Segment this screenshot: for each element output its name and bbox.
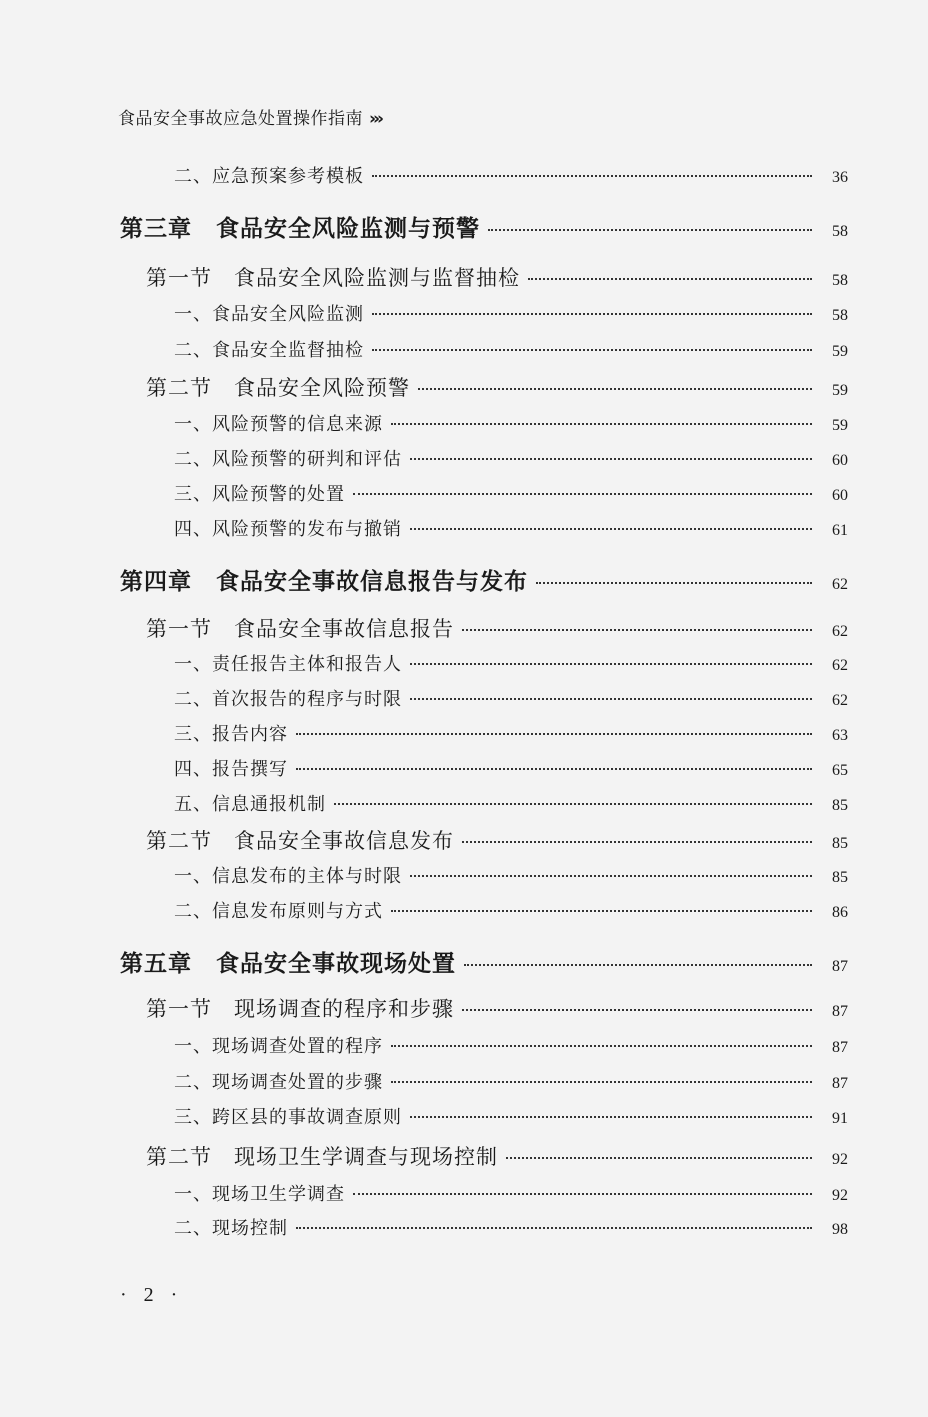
page-number: · 2 · xyxy=(120,1284,184,1306)
dot-leader xyxy=(353,1193,812,1195)
toc-entry-page: 92 xyxy=(832,1151,848,1168)
dot-leader xyxy=(353,493,812,495)
toc-entry-item xyxy=(174,1180,848,1206)
toc-entry-item xyxy=(174,790,848,816)
dot-leader xyxy=(410,1116,812,1118)
dot-leader xyxy=(391,423,812,425)
toc-entry-label: 一、信息发布的主体与时限 xyxy=(174,866,402,887)
toc-entry-label: 二、信息发布原则与方式 xyxy=(174,901,383,922)
toc-entry-page: 60 xyxy=(832,452,848,469)
toc-entry-page: 87 xyxy=(832,1003,848,1020)
toc-entry-page: 85 xyxy=(832,797,848,814)
dot-leader xyxy=(410,698,812,700)
toc-entry-page: 87 xyxy=(832,1075,848,1092)
toc-entry-page: 87 xyxy=(832,1039,848,1056)
toc-entry-label: 第一节 食品安全事故信息报告 xyxy=(146,617,454,641)
dot-leader xyxy=(410,458,812,460)
toc-entry-page: 65 xyxy=(832,762,848,779)
toc-entry-section xyxy=(146,262,848,292)
toc-entry-label: 一、现场调查处置的程序 xyxy=(174,1036,383,1057)
toc-entry-item xyxy=(174,897,848,923)
dot-leader xyxy=(464,964,812,966)
toc-entry-section xyxy=(146,372,848,402)
toc-entry-item xyxy=(174,685,848,711)
toc-entry-item xyxy=(174,300,848,326)
dot-leader xyxy=(410,663,812,665)
toc-entry-item xyxy=(174,480,848,506)
toc-entry-section xyxy=(146,613,848,643)
toc-entry-chapter xyxy=(120,563,848,596)
dot-leader xyxy=(391,910,812,912)
toc-entry-page: 85 xyxy=(832,869,848,886)
toc-entry-label: 第二节 现场卫生学调查与现场控制 xyxy=(146,1145,498,1169)
toc-entry-page: 91 xyxy=(832,1110,848,1127)
toc-entry-page: 62 xyxy=(832,692,848,709)
dot-leader xyxy=(296,768,812,770)
toc-entry-label: 三、跨区县的事故调查原则 xyxy=(174,1107,402,1128)
toc-entry-item xyxy=(174,862,848,888)
dot-leader xyxy=(410,528,812,530)
dot-leader xyxy=(462,629,812,631)
toc-entry-item xyxy=(174,720,848,746)
toc-entry-label: 第五章 食品安全事故现场处置 xyxy=(120,951,456,977)
toc-entry-item xyxy=(174,515,848,541)
toc-entry-label: 三、风险预警的处置 xyxy=(174,484,345,505)
toc-entry-item xyxy=(174,755,848,781)
dot-leader xyxy=(296,733,812,735)
toc-entry-label: 二、风险预警的研判和评估 xyxy=(174,449,402,470)
toc-entry-page: 59 xyxy=(832,417,848,434)
toc-entry-chapter xyxy=(120,210,848,243)
dot-leader xyxy=(462,1009,812,1011)
dot-leader xyxy=(372,175,812,177)
dot-leader xyxy=(372,349,812,351)
toc-entry-label: 二、应急预案参考模板 xyxy=(174,166,364,187)
toc-entry-section xyxy=(146,993,848,1023)
toc-entry-label: 一、现场卫生学调查 xyxy=(174,1184,345,1205)
toc-entry-label: 一、食品安全风险监测 xyxy=(174,304,364,325)
toc-entry-label: 二、现场调查处置的步骤 xyxy=(174,1072,383,1093)
toc-entry-page: 60 xyxy=(832,487,848,504)
toc-entry-label: 五、信息通报机制 xyxy=(174,794,326,815)
toc-entry-page: 58 xyxy=(832,223,848,240)
toc-entry-page: 59 xyxy=(832,343,848,360)
dot-leader xyxy=(410,875,812,877)
dot-leader xyxy=(536,582,812,584)
toc-entry-page: 61 xyxy=(832,522,848,539)
toc-entry-label: 一、责任报告主体和报告人 xyxy=(174,654,402,675)
toc-entry-item xyxy=(174,445,848,471)
dot-leader xyxy=(296,1227,812,1229)
toc-entry-item xyxy=(174,650,848,676)
toc-entry-item xyxy=(174,1068,848,1094)
toc-entry-page: 86 xyxy=(832,904,848,921)
toc-entry-page: 58 xyxy=(832,307,848,324)
toc-entry-label: 第四章 食品安全事故信息报告与发布 xyxy=(120,569,528,595)
toc-entry-item xyxy=(174,1214,848,1240)
toc-entry-page: 85 xyxy=(832,835,848,852)
dot-leader xyxy=(506,1157,812,1159)
toc-entry-label: 一、风险预警的信息来源 xyxy=(174,414,383,435)
toc-entry-section xyxy=(146,1141,848,1171)
toc-entry-page: 36 xyxy=(832,169,848,186)
toc-entry-item xyxy=(174,1032,848,1058)
toc-entry-page: 59 xyxy=(832,382,848,399)
toc-entry-item xyxy=(174,336,848,362)
toc-entry-page: 98 xyxy=(832,1221,848,1238)
toc-entry-label: 第一节 现场调查的程序和步骤 xyxy=(146,997,454,1021)
dot-leader xyxy=(488,229,812,231)
dot-leader xyxy=(372,313,812,315)
toc-entry-page: 92 xyxy=(832,1187,848,1204)
toc-entry-label: 二、现场控制 xyxy=(174,1218,288,1239)
toc-entry-section xyxy=(146,825,848,855)
toc-entry-label: 四、风险预警的发布与撤销 xyxy=(174,519,402,540)
book-title: 食品安全事故应急处置操作指南 xyxy=(118,109,363,129)
toc-entry-label: 第二节 食品安全风险预警 xyxy=(146,376,410,400)
toc-entry-page: 58 xyxy=(832,272,848,289)
dot-leader xyxy=(391,1081,812,1083)
toc-entry-label: 第二节 食品安全事故信息发布 xyxy=(146,829,454,853)
toc-entry-label: 二、食品安全监督抽检 xyxy=(174,340,364,361)
dot-leader xyxy=(418,388,812,390)
chevron-right-icon: ››› xyxy=(369,109,382,129)
toc-entry-label: 第一节 食品安全风险监测与监督抽检 xyxy=(146,266,520,290)
toc-entry-page: 62 xyxy=(832,657,848,674)
dot-leader xyxy=(334,803,812,805)
toc-entry-page: 87 xyxy=(832,958,848,975)
toc-entry-page: 63 xyxy=(832,727,848,744)
dot-leader xyxy=(462,841,812,843)
toc-entry-label: 二、首次报告的程序与时限 xyxy=(174,689,402,710)
toc-entry-item xyxy=(174,1103,848,1129)
toc-entry-label: 四、报告撰写 xyxy=(174,759,288,780)
dot-leader xyxy=(391,1045,812,1047)
toc-entry-label: 第三章 食品安全风险监测与预警 xyxy=(120,216,480,242)
dot-leader xyxy=(528,278,812,280)
toc-entry-item xyxy=(174,162,848,188)
toc-entry-label: 三、报告内容 xyxy=(174,724,288,745)
toc-entry-page: 62 xyxy=(832,576,848,593)
toc-entry-item xyxy=(174,410,848,436)
toc-entry-chapter xyxy=(120,945,848,978)
toc-entry-page: 62 xyxy=(832,623,848,640)
